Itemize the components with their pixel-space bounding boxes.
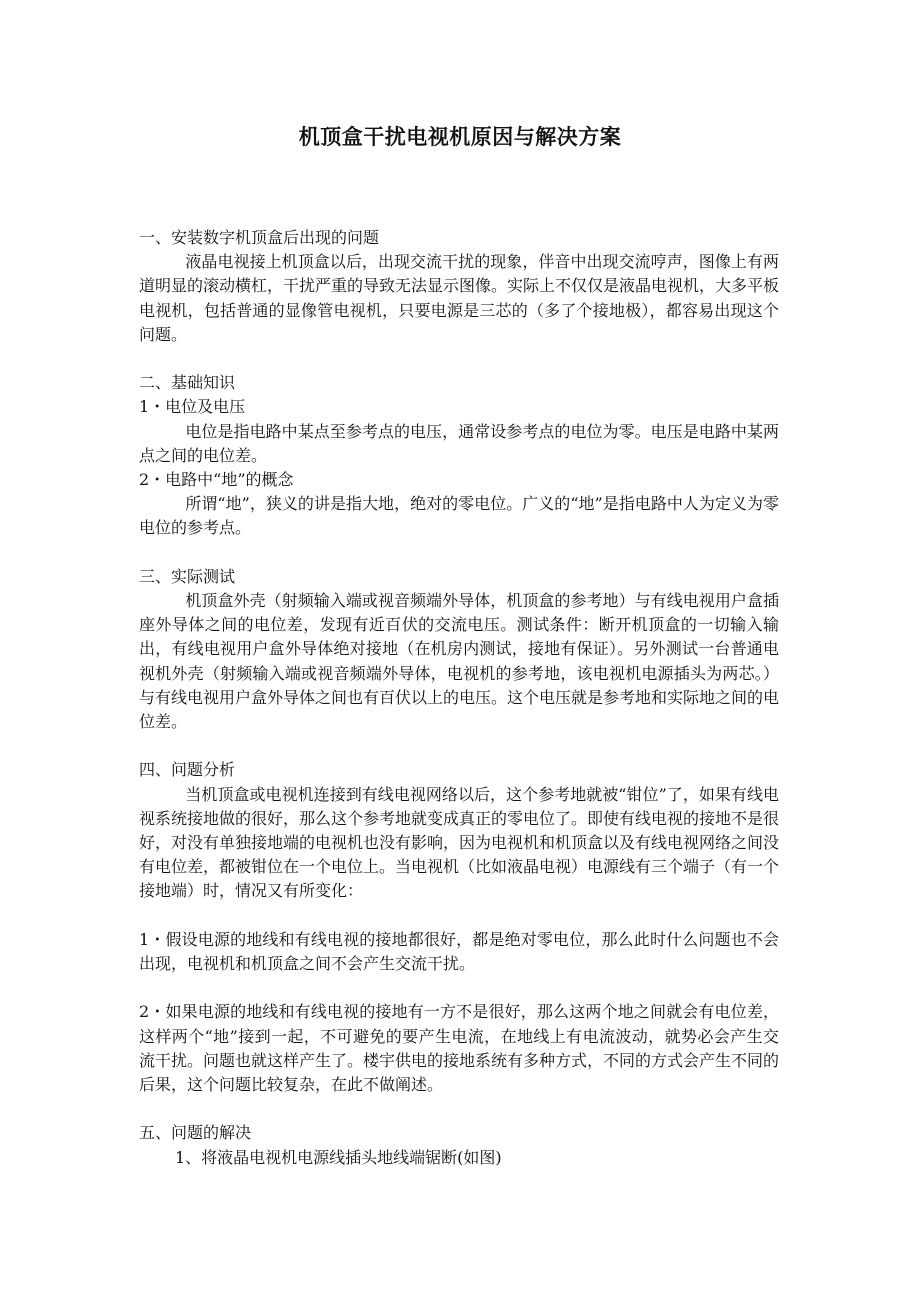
section-4-item-1: 1・假设电源的地线和有线电视的接地都很好，都是绝对零电位，那么此时什么问题也不会出现，电视机和机顶盒之间不会产生交流干扰。 (139, 929, 779, 974)
section-3-heading: 三、实际测试 (139, 566, 236, 586)
section-2-paragraph-1: 电位是指电路中某点至参考点的电压，通常设参考点的电位为零。电压是电路中某两点之间的电位差。 (139, 421, 779, 465)
section-4-heading: 四、问题分析 (139, 760, 236, 780)
section-2-subheading-1: 1・电位及电压 (139, 397, 246, 417)
spacer (139, 347, 779, 371)
spacer (139, 541, 779, 565)
section-4-item-2: 2・如果电源的地线和有线电视的接地有一方不是很好，那么这两个地之间就会有电位差，这样两个“地”接到一起，不可避免的要产生电流，在地线上有电流波动，就势必会产生交流干扰。问题也就这样产生了。楼宇供电的接地系统有多种方式，不同的方式会产生不同的后果，这个问题比较复杂，在此不做阐述。 (139, 1002, 780, 1095)
section-1-heading: 一、安装数字机顶盒后出现的问题 (139, 228, 380, 247)
section-2-heading: 二、基础知识 (139, 373, 236, 393)
document-body (139, 226, 779, 1170)
section-5-item-1: 1、将液晶电视机电源线插头地线端锯断(如图) (175, 1147, 502, 1167)
spacer (139, 976, 779, 1000)
section-4-paragraph: 当机顶盒或电视机连接到有线电视网络以后，这个参考地就被“钳位”了，如果有线电视系统接地做的很好，那么这个参考地就变成真正的零电位了。即使有线电视的接地不是很好，对没有单独接地端的电视机也没有影响，因为电视机和机顶盒以及有线电视网络之间没有电位差，都被钳位在一个电位上。当电视机（比如液晶电视）电源线有三个端子（有一个接地端）时，情况又有所变化： (139, 784, 780, 901)
section-1-paragraph: 液晶电视接上机顶盒以后，出现交流干扰的现象，伴音中出现交流哼声，图像上有两道明显的滚动横杠，干扰严重的导致无法显示图像。实际上不仅仅是液晶电视机，大多平板电视机，包括普通的显像管电视机，只要电源是三芯的（多了个接地极），都容易出现这个问题。 (139, 252, 780, 344)
document-title: 机顶盒干扰电视机原因与解决方案 (298, 124, 622, 149)
section-2-paragraph-2: 所谓“地”，狭义的讲是指大地，绝对的零电位。广义的“地”是指电路中人为定义为零电位的参考点。 (139, 494, 779, 538)
spacer (139, 734, 779, 758)
spacer (139, 1097, 779, 1121)
section-3-paragraph: 机顶盒外壳（射频输入端或视音频端外导体，机顶盒的参考地）与有线电视用户盒插座外导体之间的电位差，发现有近百伏的交流电压。测试条件：断开机顶盒的一切输入输出，有线电视用户盒外导体绝对接地（在机房内测试，接地有保证）。另外测试一台普通电视机外壳（射频输入端或视音频端外导体，电视机的参考地，该电视机电源插头为两芯。）与有线电视用户盒外导体之间也有百伏以上的电压。这个电压就是参考地和实际地之间的电位差。 (139, 591, 780, 732)
section-2-subheading-2: 2・电路中“地”的概念 (139, 470, 294, 490)
spacer (139, 904, 779, 928)
section-5-heading: 五、问题的解决 (139, 1123, 252, 1143)
